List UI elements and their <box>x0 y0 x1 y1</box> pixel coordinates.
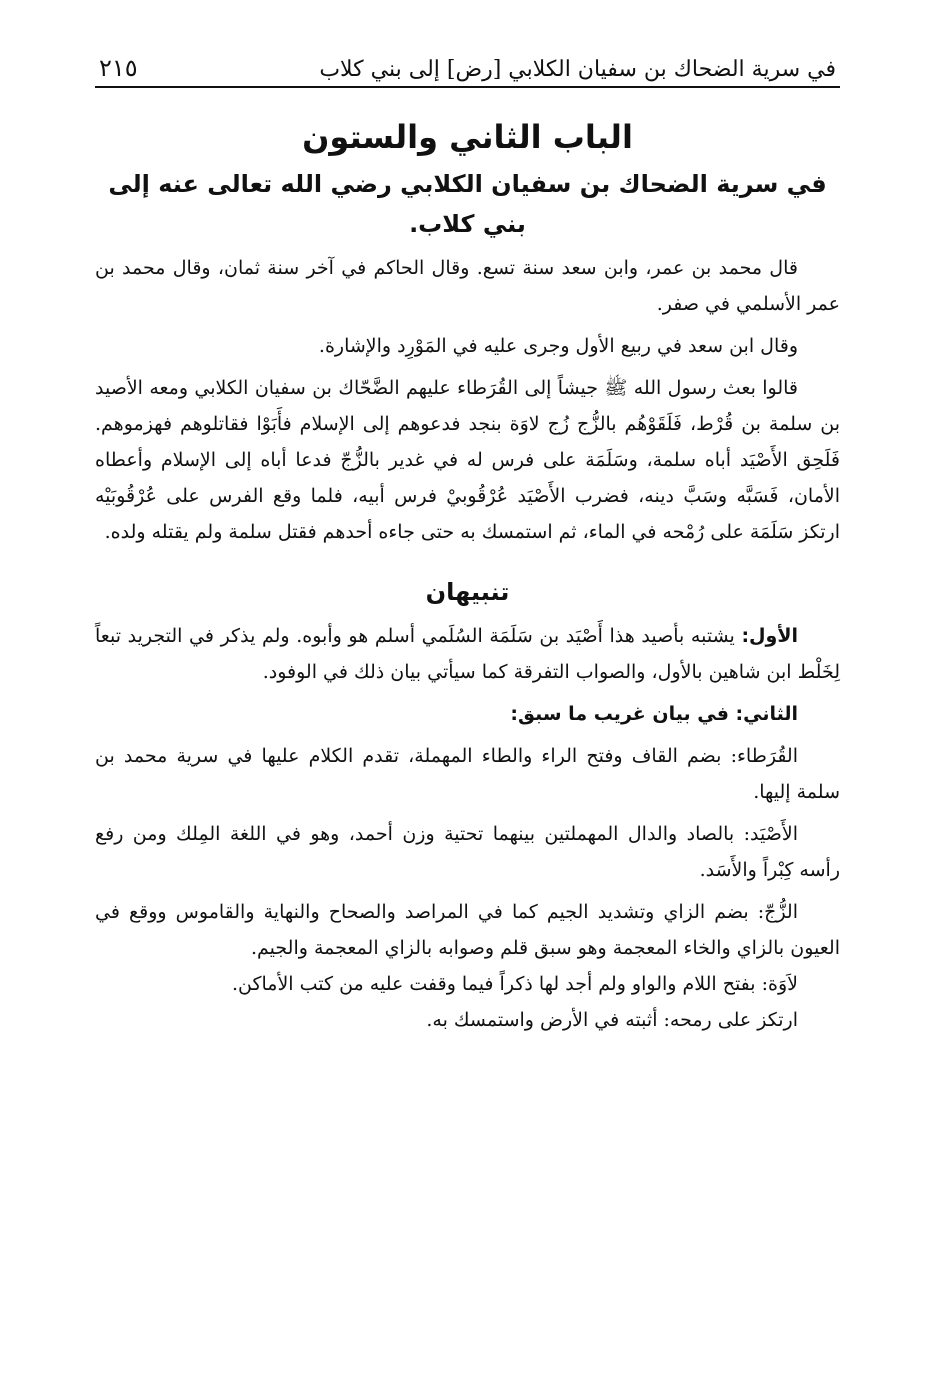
note-first-label: الأول: <box>741 625 798 647</box>
gloss-lawa: لاَوَة: بفتح اللام والواو ولم أجد لها ذكراً فيما وقفت عليه من كتب الأماكن. <box>231 973 798 995</box>
gloss-asyad: الأَصْيَد: بالصاد والدال المهملتين بينهما تحتية وزن أحمد، وهو في اللغة المِلك ومن رفع رأسه كِبْراً والأَسَد. <box>95 823 840 881</box>
gloss-irtakaza: ارتكز على رمحه: أثبته في الأرض واستمسك به. <box>426 1009 798 1031</box>
paragraph-ibn-saad: وقال ابن سعد في ربيع الأول وجرى عليه في المَوْرِد والإشارة. <box>318 335 798 357</box>
paragraph-dating: قال محمد بن عمر، وابن سعد سنة تسع. وقال الحاكم في آخر سنة ثمان، وقال محمد بن عمر الأسلمي في صفر. <box>95 257 840 315</box>
document-page <box>95 40 840 1038</box>
note-first <box>95 618 840 690</box>
gloss-zujj: الزُّجّ: بضم الزاي وتشديد الجيم كما في المراصد والصحاح والنهاية والقاموس ووقع في العيون بالزاي والخاء المعجمة وهو سبق قلم وصوابه بالزاي المعجمة والجيم. <box>95 901 840 959</box>
chapter-title: الباب الثاني والستون <box>302 118 633 156</box>
notes-title: تنبيهان <box>425 578 510 606</box>
note-first-text: يشتبه بأصيد هذا أَصْيَد بن سَلَمَة السُلَمي أسلم هو وأبوه. ولم يذكر في التجريد تبعاً لِخَلْط ابن شاهين بالأول، والصواب التفرقة كما سيأتي بيان ذلك في الوفود. <box>95 625 840 683</box>
page-number: ٢١٥ <box>99 54 138 82</box>
note-second-heading: الثاني: في بيان غريب ما سبق: <box>510 703 798 725</box>
running-header <box>95 40 840 88</box>
paragraph-narrative: قالوا بعث رسول الله ﷺ جيشاً إلى القُرَطاء عليهم الضَّحّاك بن سفيان الكلابي ومعه الأصيد بن سلمة بن قُرْط، فَلَقَوْهُم بالزُّج زُج لاوَة بنجد فدعوهم إلى الإسلام فأَبَوْا فقاتلوهم فهزموهم. فَلَحِق الأَصْيَد أباه سلمة، وسَلَمَة على فرس له في غدير بالزُّجّ فدعا أباه إلى الإسلام وأعطاه الأمان، فَسَبَّه وسَبَّ دينه، فضرب الأَصْيَد عُرْقُوبيْ فرس أبيه، فلما وقع الفرس على عُرْقُوبَيْه ارتكز سَلَمَة على رُمْحه في الماء، ثم استمسك به حتى جاءه أحدهم فقتل سلمة ولم يقتله ولده. <box>95 377 840 543</box>
gloss-qurata: القُرَطاء: بضم القاف وفتح الراء والطاء المهملة، تقدم الكلام عليها في سرية محمد بن سلمة إليها. <box>95 745 840 803</box>
chapter-subtitle: في سرية الضحاك بن سفيان الكلابي رضي الله تعالى عنه إلى بني كلاب. <box>108 170 827 238</box>
running-title: في سرية الضحاك بن سفيان الكلابي [رض] إلى بني كلاب <box>319 57 836 82</box>
